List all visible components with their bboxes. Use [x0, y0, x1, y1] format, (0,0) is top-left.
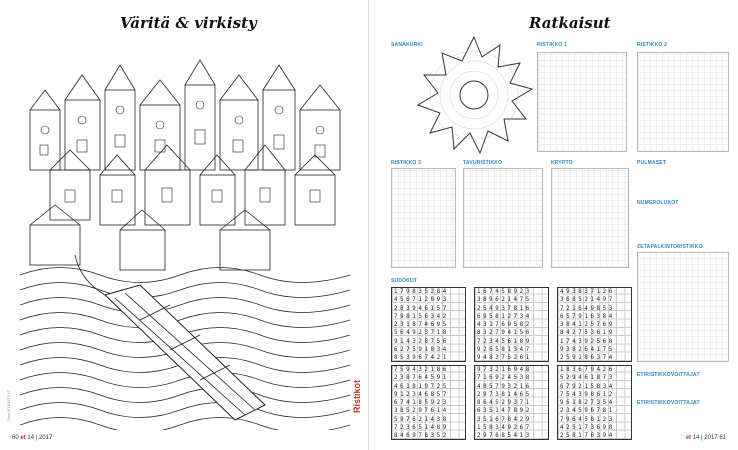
pulmaset-text-block [637, 170, 729, 190]
section-sudokut: SUDOKUT [391, 278, 418, 284]
page-number: 61 [719, 435, 726, 441]
sudoku-1: 179835284 456712893 283946157 798156342 231874695 564923718 914328756 627591834 853967421 [391, 287, 466, 362]
illustration-credit: Teea KYBERTUS [6, 390, 11, 422]
section-voittajat-2: ETIRISTIKKOVOITTAJAT [637, 400, 700, 406]
folio-brand: et [685, 435, 692, 441]
section-ristikko-2: RISTIKKO 2 [637, 42, 668, 48]
folio-issue: 14 | 2017 [27, 435, 53, 441]
ristikko-2-grid [637, 52, 729, 152]
folio-brand: et [20, 435, 26, 441]
page-number: 60 [12, 435, 19, 441]
section-krypto: KRYPTO [551, 160, 573, 166]
section-tavuristikko: TAVURISTIKKO [463, 160, 503, 166]
section-voittajat-1: ETIRISTIKKOVOITTAJAT [637, 372, 700, 378]
section-zetapalkintoristikko: ZETAPALKINTORISTIKKO [637, 244, 703, 250]
right-page [369, 0, 738, 450]
sudoku-4: 759432186 238764591 461819725 912346857 674185923 385297614 597621438 723651489 846978352 [391, 365, 466, 440]
coloring-illustration [20, 40, 350, 430]
right-page-title: Ratkaisut [529, 14, 611, 32]
ristikko-1-grid [537, 52, 627, 152]
sudoku-2: 167458923 389621475 254937816 695812734 431769582 832794156 723456189 926581347 948375261 [474, 287, 549, 362]
ristikko-3-grid [391, 168, 456, 268]
zeta-grid [637, 252, 729, 362]
krypto-grid [551, 168, 629, 268]
left-folio [12, 435, 52, 441]
right-folio [686, 435, 726, 441]
section-ristikko-1: RISTIKKO 1 [537, 42, 568, 48]
left-page-title: Väritä & virkisty [120, 14, 257, 32]
section-sanakurki: SANAKURKI [391, 42, 423, 48]
brand-logo: Ristikot [352, 380, 362, 414]
section-numerolukot: NUMEROLUKOT [637, 200, 679, 206]
sudoku-5: 973216948 716924538 485793216 297381465 864529371 635147892 351678429 158349267 297685413 [474, 365, 549, 440]
sudoku-3: 493837126 368521497 721649853 657916384 384125769 842753619 174392568 938264175 259186374 [557, 287, 632, 362]
section-ristikko-3: RISTIKKO 3 [391, 160, 422, 166]
folio-issue: 14 | 2017 [692, 435, 718, 441]
sanakurki-star-puzzle [414, 35, 534, 155]
sudoku-6: 183679426 529461873 679215834 754398612 961827354 234596781 796458123 425173698 258176394 [557, 365, 632, 440]
tavuristikko-grid [463, 168, 543, 268]
section-pulmaset: PULMASET [637, 160, 667, 166]
